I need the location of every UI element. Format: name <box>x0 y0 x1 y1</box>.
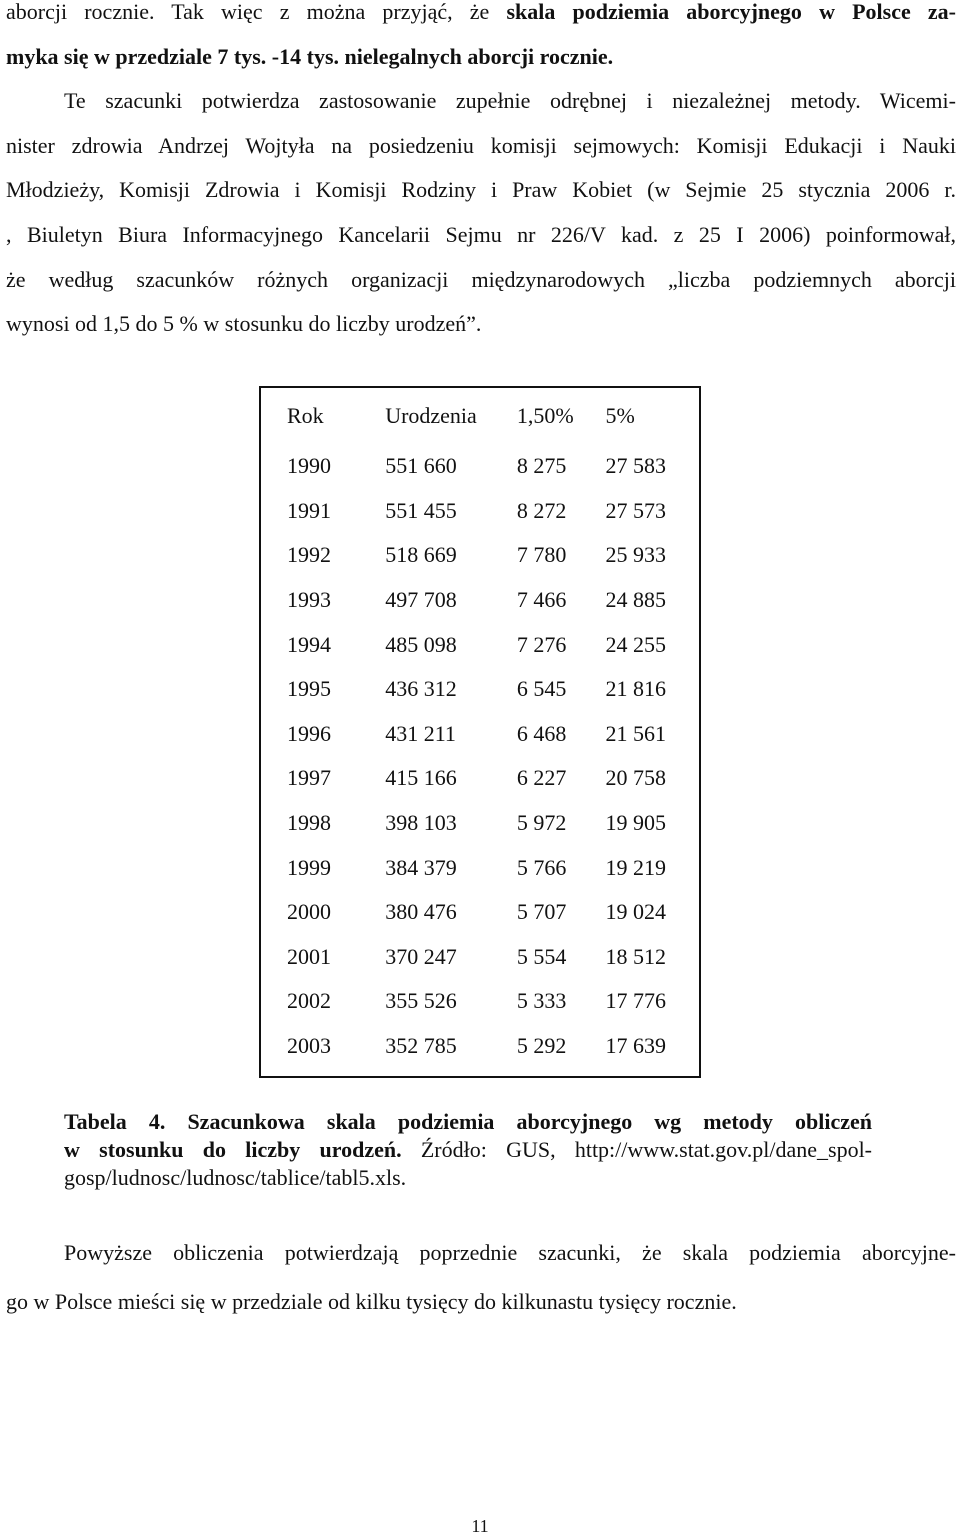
header-births: Urodzenia <box>385 403 477 428</box>
paragraph-line: nister zdrowia Andrzej Wojtyła na posiedzeniu komisji sejmowych: Komisji Edukacji i Nauki <box>6 132 956 158</box>
paragraph-line: myka się w przedziale 7 tys. -14 tys. nielegalnych aborcji rocznie. <box>6 43 614 69</box>
cell-1-5-percent: 5 333 <box>516 988 567 1014</box>
data-table <box>261 388 699 1068</box>
cell-1-5-percent: 6 227 <box>516 765 567 791</box>
cell-births: 551 660 <box>385 453 457 479</box>
cell-births: 398 103 <box>385 810 457 836</box>
table-row <box>261 667 699 712</box>
cell-5-percent: 24 255 <box>605 631 666 657</box>
cell-year: 2001 <box>287 943 331 969</box>
bold-text-segment: skala podziemia aborcyjnego w Polsce za- <box>506 0 956 24</box>
cell-births: 415 166 <box>385 765 457 791</box>
paragraph-line: Młodzieży, Komisji Zdrowia i Komisji Rodziny i Praw Kobiet (w Sejmie 25 stycznia 2006 r. <box>6 177 956 203</box>
cell-births: 485 098 <box>385 631 457 657</box>
cell-births: 352 785 <box>385 1033 457 1059</box>
cell-5-percent: 21 561 <box>605 720 666 746</box>
cell-year: 1993 <box>287 587 331 613</box>
cell-5-percent: 19 219 <box>605 854 666 880</box>
table-row <box>261 712 699 757</box>
table-header-row <box>261 388 699 444</box>
cell-5-percent: 17 639 <box>605 1033 666 1059</box>
cell-births: 380 476 <box>385 899 457 925</box>
header-5-percent: 5% <box>605 403 635 428</box>
cell-5-percent: 17 776 <box>605 988 666 1014</box>
caption-line <box>64 1136 872 1164</box>
cell-births: 370 247 <box>385 943 457 969</box>
cell-year: 1995 <box>287 676 331 702</box>
table-row <box>261 935 699 980</box>
cell-1-5-percent: 5 766 <box>516 854 567 880</box>
table-row <box>261 533 699 578</box>
cell-5-percent: 19 905 <box>605 810 666 836</box>
cell-births: 551 455 <box>385 497 457 523</box>
cell-births: 497 708 <box>385 587 457 613</box>
cell-5-percent: 27 583 <box>605 453 666 479</box>
header-1-5-percent: 1,50% <box>516 403 574 428</box>
cell-1-5-percent: 5 972 <box>516 810 567 836</box>
cell-year: 1994 <box>287 631 331 657</box>
page-number: 11 <box>471 1516 489 1536</box>
table-body <box>261 444 699 1068</box>
table-row <box>261 845 699 890</box>
cell-births: 355 526 <box>385 988 457 1014</box>
cell-1-5-percent: 5 292 <box>516 1033 567 1059</box>
cell-1-5-percent: 7 466 <box>516 587 567 613</box>
paragraph-line: Powyższe obliczenia potwierdzają poprzednie szacunki, że skala podziemia aborcyjne- <box>64 1240 956 1265</box>
table-row <box>261 1024 699 1069</box>
paragraph-line: go w Polsce mieści się w przedziale od kilku tysięcy do kilkunastu tysięcy rocznie. <box>6 1289 737 1314</box>
table-row <box>261 622 699 667</box>
cell-year: 1999 <box>287 854 331 880</box>
cell-births: 518 669 <box>385 542 457 568</box>
cell-5-percent: 20 758 <box>605 765 666 791</box>
cell-1-5-percent: 6 545 <box>516 676 567 702</box>
cell-5-percent: 27 573 <box>605 497 666 523</box>
caption-bold-segment: w stosunku do liczby urodzeń. <box>64 1137 402 1162</box>
paragraph-line: Te szacunki potwierdza zastosowanie zupełnie odrębnej i niezależnej metody. Wicemi- <box>64 88 956 114</box>
table-row <box>261 979 699 1024</box>
table-row <box>261 801 699 846</box>
cell-year: 1998 <box>287 810 331 836</box>
bottom-paragraph <box>6 1228 956 1326</box>
cell-1-5-percent: 8 272 <box>516 497 567 523</box>
paragraph-line: że według szacunków różnych organizacji międzynarodowych „liczba podziemnych aborcji <box>6 266 956 292</box>
cell-year: 1990 <box>287 453 331 479</box>
cell-births: 431 211 <box>385 720 456 746</box>
cell-5-percent: 24 885 <box>605 587 666 613</box>
table-row <box>261 756 699 801</box>
cell-5-percent: 25 933 <box>605 542 666 568</box>
cell-1-5-percent: 6 468 <box>516 720 567 746</box>
table-row <box>261 489 699 534</box>
top-paragraph <box>6 0 956 347</box>
cell-births: 384 379 <box>385 854 457 880</box>
cell-births: 436 312 <box>385 676 457 702</box>
cell-year: 1991 <box>287 497 331 523</box>
data-table-frame <box>259 386 701 1078</box>
paragraph-line: , Biuletyn Biura Informacyjnego Kancelarii Sejmu nr 226/V kad. z 25 I 2006) poinformował, <box>6 221 956 247</box>
caption-line: gosp/ludnosc/ludnosc/tablice/tabl5.xls. <box>64 1165 407 1190</box>
table-caption <box>64 1108 872 1192</box>
paragraph-line <box>6 0 956 35</box>
cell-1-5-percent: 7 780 <box>516 542 567 568</box>
cell-year: 2000 <box>287 899 331 925</box>
cell-5-percent: 18 512 <box>605 943 666 969</box>
table-row <box>261 890 699 935</box>
cell-year: 1997 <box>287 765 331 791</box>
table-row <box>261 444 699 489</box>
caption-source-segment: Źródło: GUS, http://www.stat.gov.pl/dane_spol- <box>401 1137 872 1162</box>
cell-year: 2002 <box>287 988 331 1014</box>
cell-1-5-percent: 8 275 <box>516 453 567 479</box>
cell-year: 1996 <box>287 720 331 746</box>
table-row <box>261 578 699 623</box>
text-segment: aborcji rocznie. Tak więc z można przyjąć, że <box>6 0 507 24</box>
cell-year: 2003 <box>287 1033 331 1059</box>
caption-line: Tabela 4. Szacunkowa skala podziemia aborcyjnego wg metody obliczeń <box>64 1109 872 1134</box>
cell-5-percent: 21 816 <box>605 676 666 702</box>
cell-year: 1992 <box>287 542 331 568</box>
cell-1-5-percent: 7 276 <box>516 631 567 657</box>
paragraph-line: wynosi od 1,5 do 5 % w stosunku do liczby urodzeń”. <box>6 311 482 337</box>
cell-1-5-percent: 5 707 <box>516 899 567 925</box>
cell-1-5-percent: 5 554 <box>516 943 567 969</box>
header-year: Rok <box>287 403 324 428</box>
cell-5-percent: 19 024 <box>605 899 666 925</box>
